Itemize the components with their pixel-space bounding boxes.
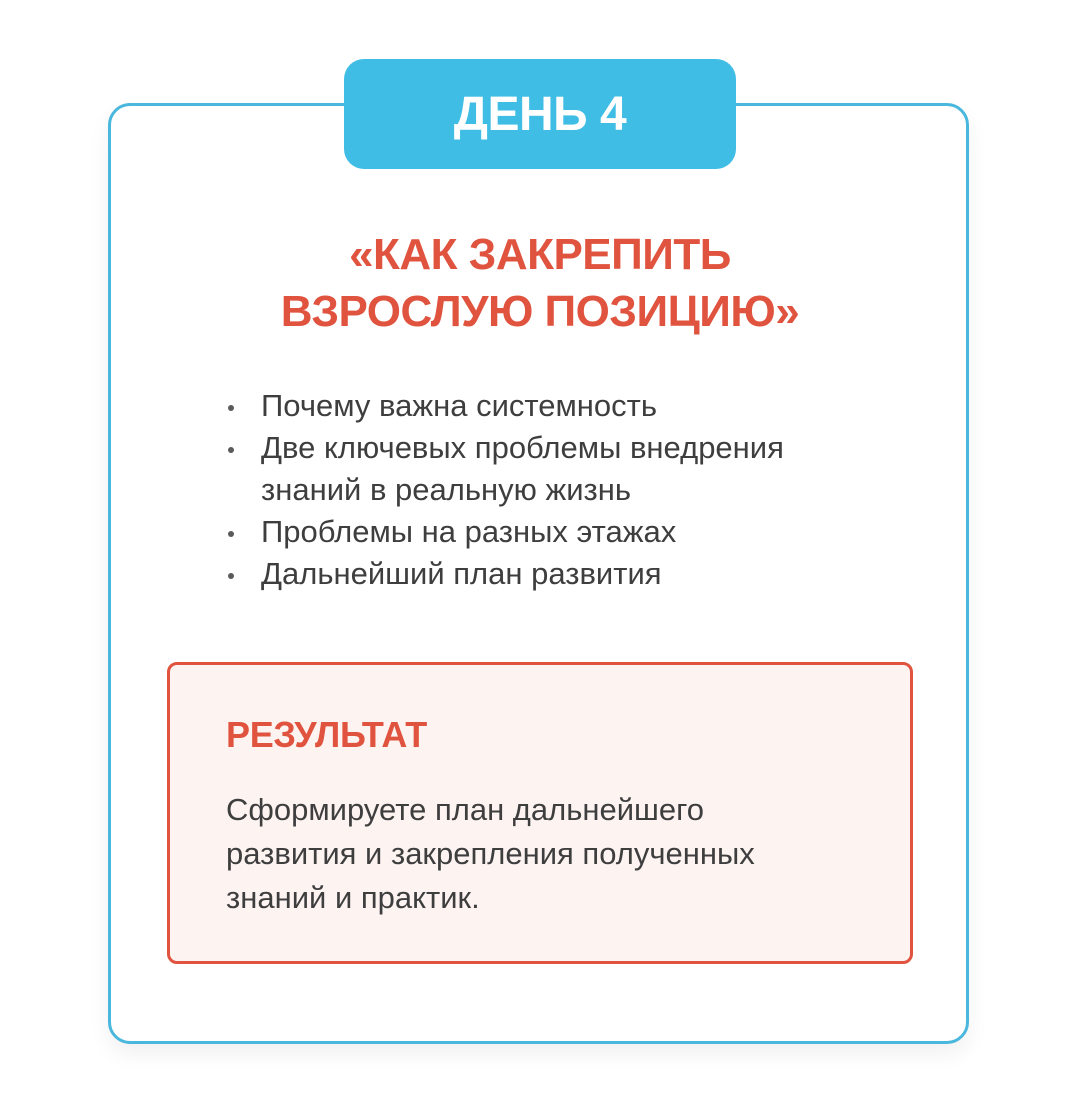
- topic-item: Проблемы на разных этажах: [228, 511, 868, 553]
- topic-item: Дальнейший план развития: [228, 553, 868, 595]
- lesson-title: [200, 226, 880, 340]
- result-text-line: развития и закрепления полученных: [226, 836, 755, 871]
- day-badge-label: ДЕНЬ 4: [453, 87, 627, 141]
- topic-item: Почему важна системность: [228, 385, 868, 427]
- topics-list: [228, 385, 868, 595]
- result-text: [226, 788, 866, 920]
- lesson-title-line: ВЗРОСЛУЮ ПОЗИЦИЮ»: [280, 287, 800, 336]
- lesson-title-line: «КАК ЗАКРЕПИТЬ: [349, 230, 731, 279]
- result-text-line: знаний и практик.: [226, 880, 480, 915]
- result-text-line: Сформируете план дальнейшего: [226, 792, 705, 827]
- topic-item: Две ключевых проблемы внедрения знаний в реальную жизнь: [228, 427, 868, 511]
- day-badge: [344, 59, 736, 169]
- result-title: РЕЗУЛЬТАТ: [226, 714, 427, 755]
